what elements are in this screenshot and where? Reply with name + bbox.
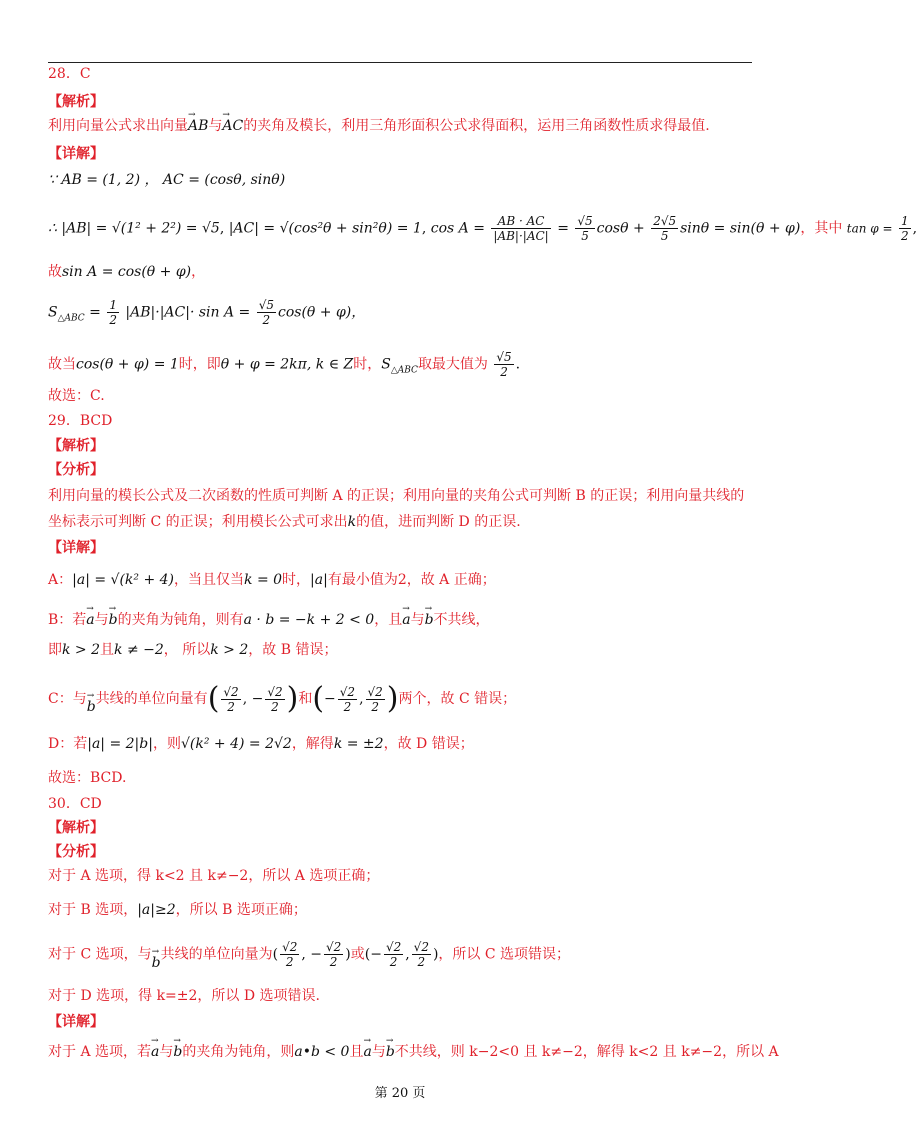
q29-b2-mid: 且 (100, 642, 115, 658)
q28-when-line (48, 350, 520, 380)
q29-b-mid: 的夹角为钝角，则有 (117, 612, 244, 628)
q29-b-expr: a · b = −k + 2 < 0 (243, 612, 375, 628)
q28-sina: sin A = cos(θ + φ) (62, 264, 192, 280)
q29-b-b2: → b (425, 610, 434, 630)
q29-a-line (48, 570, 496, 590)
q29-b-a2: → a (402, 610, 410, 630)
q28-cosa-lhs: cos A = (430, 220, 485, 237)
q28-when-mid1: 时，即 (178, 356, 221, 373)
q28-norms-line: ∴ |AB| = √(1² + 2²) = √5, |AC| = √(cos²θ + sin²θ) = 1, cos A = $\frac{AB \cdot AC}{|AB|\cdot|AC|}$ = $\frac{√5}{5}$ cosθ + $\frac{2√5}{5}$ sinθ = sin(θ + φ)，其中 tan φ = $\frac{1}{2}$ , (48, 214, 917, 243)
q28-tan-frac: $\frac{1}{2}$ (901, 214, 909, 243)
q30-tag-jiexi: 【解析】 (48, 820, 104, 836)
q28-when-expr: cos(θ + φ) = 1 (76, 356, 179, 373)
q30-b-prefix: 对于 B 选项， (48, 902, 138, 918)
q29-analysis-line1: 利用向量的模长公式及二次函数的性质可判断 A 的正误；利用向量的夹角公式可判断 B 的正误；利用向量共线的 (48, 488, 745, 504)
q29-b-yu2: 与 (410, 612, 425, 628)
q29-a-label: A： (48, 572, 73, 588)
q29-c-v1b: $\frac{√2}{2}$ (267, 684, 283, 714)
q28-when-end: . (515, 356, 521, 373)
q28-when-mid2: 时， (353, 356, 382, 373)
q29-b2-line (48, 640, 337, 660)
q29-b2-expr3: k > 2 (210, 642, 249, 658)
q29-c-tail: 两个，故 C 错误； (398, 691, 517, 707)
q30-b-expr: |a|≥2 (137, 902, 176, 918)
q28-analysis-mid: 与 (208, 118, 223, 134)
q29-d-expr3: k = ±2 (333, 736, 384, 752)
q29-tag-jiexi: 【解析】 (48, 438, 104, 454)
q29-a-mid2: 时， (282, 572, 311, 588)
q29-analysis-k: k (347, 514, 357, 530)
q29-tag-fenxi: 【分析】 (48, 462, 104, 478)
q29-a-abs: |a| (310, 572, 328, 588)
q30-last-mid: 的夹角为钝角，则 (182, 1044, 295, 1060)
q30-a-line: 对于 A 选项，得 k<2 且 k≠−2，所以 A 选项正确； (48, 868, 380, 884)
q30-last-a2: → a (363, 1042, 371, 1062)
q29-d-line (48, 734, 474, 754)
q30-last-mid2: 且 (349, 1044, 364, 1060)
q30-d-line: 对于 D 选项，得 k=±2，所以 D 选项错误. (48, 988, 321, 1004)
page-footer: 第 20 页 (374, 1086, 426, 1101)
q30-last-prefix: 对于 A 选项，若 (48, 1044, 152, 1060)
q28-area-eq: = (89, 304, 101, 321)
q28-number: 28．C (48, 66, 91, 82)
q29-b2-expr: k > 2 (62, 642, 101, 658)
q30-tag-xiangjie: 【详解】 (48, 1014, 104, 1030)
q29-b-tail: 不共线， (433, 612, 490, 628)
q29-c-line: C：与→ b共线的单位向量有( $\frac{√2}{2}$ , − $\frac{√2}{2}$ )和(− $\frac{√2}{2}$ , $\frac{√2}{2}$ )两个，故 C 错误； (48, 684, 516, 717)
q28-choice: 故选：C. (48, 388, 105, 404)
q29-number: 29．BCD (48, 413, 113, 429)
q30-c-line: 对于 C 选项，与→ b共线的单位向量为( $\frac{√2}{2}$ , − $\frac{√2}{2}$ )或(− $\frac{√2}{2}$ , $\frac{√2}{2}$ )，所以 C 选项错误； (48, 940, 570, 973)
q28-cosa-tail: = sin(θ + φ) (713, 220, 801, 237)
q28-area-res: $\frac{√5}{2}$ (258, 298, 275, 327)
q28-so: 故 (48, 264, 62, 280)
q28-area-line (48, 298, 365, 328)
q29-d-expr: |a| = 2|b| (87, 736, 153, 752)
q28-area-mid: |AB|·|AC|· sin A = (125, 304, 251, 321)
q30-c-b: → b (152, 953, 161, 973)
q30-number: 30．CD (48, 796, 102, 812)
q28-cosa-coef2: $\frac{2√5}{5}$ (653, 214, 677, 243)
q29-b2-tail: ，故 B 错误； (248, 642, 338, 658)
q29-analysis-line2 (48, 512, 521, 532)
q28-where: ，其中 (800, 220, 843, 237)
q28-therefore: ∴ (48, 220, 57, 237)
q29-c-v1a: $\frac{√2}{2}$ (223, 684, 239, 714)
q28-analysis-vec-ac: → AC (222, 116, 243, 136)
q29-d-mid: ，则 (152, 736, 181, 752)
q29-c-he: 和 (298, 691, 313, 707)
q29-a-cond: k = 0 (244, 572, 283, 588)
q30-last-b: → b (173, 1042, 182, 1062)
q30-last-b2: → b (386, 1042, 395, 1062)
q28-when-sub: △ABC (390, 365, 418, 376)
q28-when-label: 故当 (48, 356, 76, 373)
q29-b-b: → b (109, 610, 118, 630)
q28-norm-ab: |AB| = √(1² + 2²) = √5 (61, 220, 220, 237)
q30-c-v2b: $\frac{√2}{2}$ (413, 940, 429, 969)
q30-c-v1a: $\frac{√2}{2}$ (282, 940, 298, 969)
q30-c-tail: ，所以 C 选项错误； (438, 946, 571, 963)
q28-when-max: $\frac{√5}{2}$ (496, 350, 512, 379)
header-rule (48, 62, 752, 63)
q28-analysis-tail: 的夹角及模长，利用三角形面积公式求得面积，运用三角函数性质求得最值. (243, 118, 710, 134)
q29-b2-expr2: k ≠ −2 (114, 642, 164, 658)
q28-tag-xiangjie: 【详解】 (48, 146, 104, 162)
q28-given: ∵ AB = (1, 2) ， AC = (cosθ, sinθ) (48, 172, 286, 188)
q28-analysis-text: 利用向量公式求出向量 (48, 118, 188, 134)
q29-d-label: D：若 (48, 736, 88, 752)
q28-area-s: S (48, 304, 58, 321)
q29-b-yu: 与 (94, 612, 109, 628)
q28-cosa-frac: $\frac{AB \cdot AC}{|AB|\cdot|AC|}$ (493, 214, 549, 243)
q30-b-tail: ，所以 B 选项正确； (175, 902, 307, 918)
q28-norm-ac: |AC| = √(cos²θ + sin²θ) = 1 (228, 220, 422, 237)
q29-c-v2a: $\frac{√2}{2}$ (339, 684, 356, 714)
q28-when-expr2: θ + φ = 2kπ, k ∈ Z (220, 356, 354, 373)
q29-d-mid2: ，解得 (291, 736, 334, 752)
q30-last-tail: 不共线，则 k−2<0 且 k≠−2，解得 k<2 且 k≠−2，所以 A (394, 1044, 779, 1060)
q29-b-mid2: ，且 (374, 612, 403, 628)
q28-when-mid3: 取最大值为 (417, 356, 488, 373)
q29-a-mid: ，当且仅当 (174, 572, 245, 588)
q29-d-expr2: √(k² + 4) = 2√2 (180, 736, 292, 752)
q28-area-tail: cos(θ + φ)， (278, 304, 366, 321)
q28-analysis-vec-ab: → AB (188, 116, 208, 136)
q30-b-line (48, 900, 307, 920)
q29-a-expr: |a| = √(k² + 4) (72, 572, 175, 588)
q29-b-a: → a (86, 610, 94, 630)
q29-choice: 故选：BCD. (48, 770, 127, 786)
q29-b-label: B：若 (48, 612, 87, 628)
q29-analysis-2b: 的值，进而判断 D 的正误. (356, 514, 521, 530)
q30-last-a: → a (151, 1042, 159, 1062)
q29-analysis-2a: 坐标表示可判断 C 的正误；利用模长公式可求出 (48, 514, 348, 530)
q29-tag-xiangjie: 【详解】 (48, 540, 104, 556)
q28-tan: tan φ = (846, 221, 893, 236)
q29-c-b: → b (87, 697, 96, 717)
q29-b2-prefix: 即 (48, 642, 62, 658)
q28-sina-line: 故sin A = cos(θ + φ)， (48, 264, 206, 280)
q28-when-s: S (381, 356, 391, 373)
q30-c-or: 或 (350, 946, 365, 963)
q30-last-expr: a•b < 0 (294, 1044, 350, 1060)
q28-cosa-coef1: $\frac{√5}{5}$ (577, 214, 593, 243)
q30-last-line (48, 1042, 779, 1062)
q30-c-mid: 共线的单位向量为 (160, 946, 273, 963)
q29-a-tail: 有最小值为2，故 A 正确； (327, 572, 496, 588)
q28-area-half: $\frac{1}{2}$ (109, 298, 117, 327)
q29-d-tail: ，故 D 错误； (383, 736, 474, 752)
q30-last-yu2: 与 (371, 1044, 386, 1060)
q30-c-v1b: $\frac{√2}{2}$ (325, 940, 342, 969)
q30-tag-fenxi: 【分析】 (48, 844, 104, 860)
q30-last-yu: 与 (159, 1044, 174, 1060)
q30-c-v2a: $\frac{√2}{2}$ (385, 940, 402, 969)
q29-b-line (48, 610, 490, 630)
q30-c-prefix: 对于 C 选项，与 (48, 946, 152, 963)
q28-tag-jiexi: 【解析】 (48, 94, 104, 110)
q29-c-mid: 共线的单位向量有 (95, 691, 208, 707)
q29-c-v2b: $\frac{√2}{2}$ (367, 684, 383, 714)
q29-c-label: C：与 (48, 691, 87, 707)
q29-b2-mid2: ， 所以 (163, 642, 211, 658)
q28-analysis (48, 116, 710, 136)
q28-area-sub: △ABC (57, 313, 85, 324)
